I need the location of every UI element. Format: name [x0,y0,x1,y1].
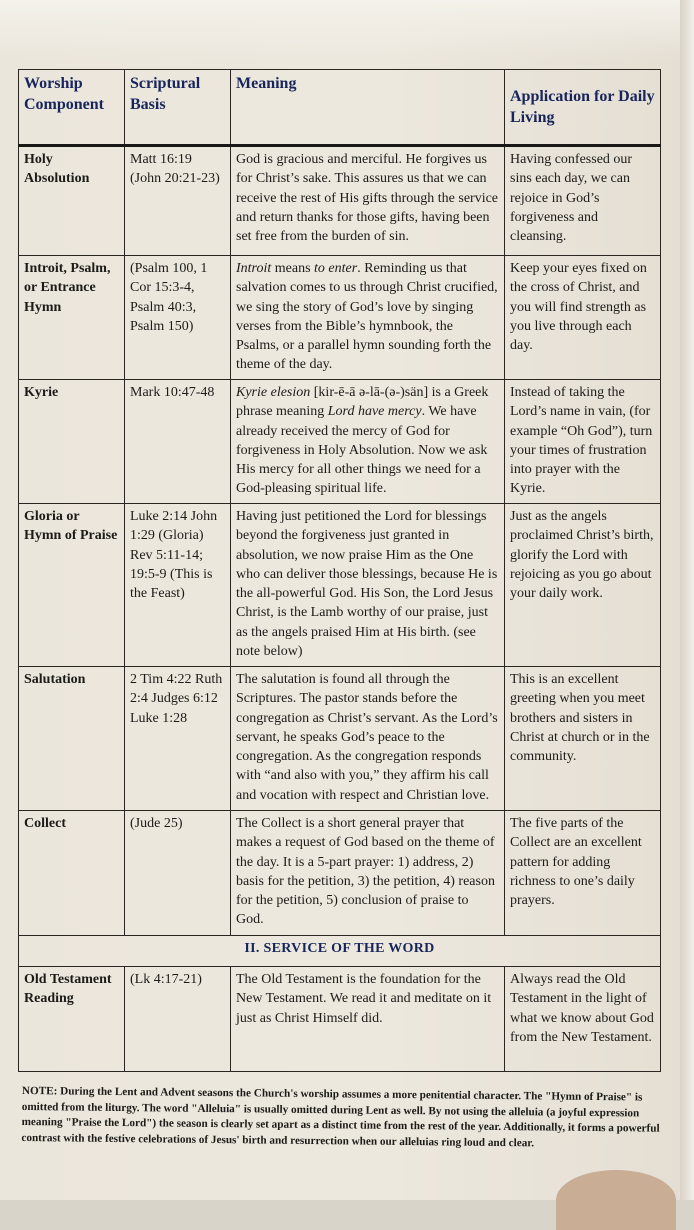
table-row [19,811,661,936]
meaning-text-part: means [271,261,315,276]
table-row [19,667,661,811]
component-cell: Old Testament Reading [19,967,125,1072]
footnote: NOTE: During the Lent and Advent seasons the Church's worship assumes a more penitential character. The "Hymn of Praise" is omitted from the liturgy. The word "Alleluia" is usually omitted during Lent as well. By not using the alleluia (a joyful expression meaning "Praise the Lord") the season is clearly set apart as a distinct time from the rest of the year. Additionally, it forms a powerful contrast with the festive celebrations of Jesus' birth and resurrection when our alleluias ring loud and clear. [21,1085,660,1149]
basis-cell: 2 Tim 4:22 Ruth 2:4 Judges 6:12 Luke 1:28 [125,667,231,811]
component-cell: Holy Absolution [19,146,125,256]
application-cell: Instead of taking the Lord’s name in vain, (for example “Oh God”), turn your times of frustration into prayer with the Kyrie. [505,380,661,504]
header-component: Worship Component [19,70,125,146]
application-cell: Just as the angels proclaimed Christ’s birth, glorify the Lord with rejoicing as you go about your daily work. [505,504,661,667]
basis-cell: (Lk 4:17-21) [125,967,231,1072]
header-basis: Scriptural Basis [125,70,231,146]
header-row [19,70,661,146]
meaning-cell: The salutation is found all through the Scriptures. The pastor stands before the congregation as Christ’s servant. As the Lord’s servant, he speaks God’s peace to the congregation. As the congregation responds with “and also with you,” they affirm his call and vocation with respect and Christian love. [231,667,505,811]
table-row [19,256,661,380]
meaning-text-part: [kir-ē-ā ə-lā-(ə-)sän] is a Greek phrase meaning [236,385,489,420]
basis-cell: Mark 10:47-48 [125,380,231,504]
meaning-italic-term: to enter [314,261,358,276]
meaning-cell: Having just petitioned the Lord for blessings beyond the forgiveness just granted in absolution, we now praise Him as the One who can deliver those blessings, because He is the all-powerful God. His Son, the Lord Jesus Christ, is the Lamb worthy of our praise, just as the angels praised Him at His birth. (see note below) [231,504,505,667]
meaning-italic-term: Introit [236,261,272,276]
table-row [19,146,661,256]
application-cell: The five parts of the Collect are an excellent pattern for adding richness to one’s daily prayers. [505,811,661,936]
meaning-text-part: . Reminding us that salvation comes to us through Christ crucified, we sing the story of God’s love by singing verses from the Bible’s hymnbook, the Psalms, or a parallel hymn sounding forth the theme of the day. [236,261,498,373]
meaning-cell [231,380,505,504]
meaning-cell: God is gracious and merciful. He forgives us for Christ’s sake. This assures us that we can receive the rest of His gifts through the service and return thanks for those gifts, having been set free from the burden of sin. [231,146,505,256]
application-cell: Always read the Old Testament in the light of what we know about God from the New Testament. [505,967,661,1072]
section-heading: II. SERVICE OF THE WORD [19,936,661,967]
component-cell: Collect [19,811,125,936]
meaning-cell [231,256,505,380]
meaning-cell: The Old Testament is the foundation for the New Testament. We read it and meditate on it just as Christ Himself did. [231,967,505,1072]
page-highlight [0,0,694,60]
application-cell: Having confessed our sins each day, we can rejoice in God’s forgiveness and cleansing. [505,146,661,256]
section-heading-row [19,936,661,967]
header-application: Application for Daily Living [505,70,661,146]
component-cell: Kyrie [19,380,125,504]
component-cell: Gloria or Hymn of Praise [19,504,125,667]
basis-cell: (Jude 25) [125,811,231,936]
table-row [19,380,661,504]
table-row [19,504,661,667]
basis-cell: (Psalm 100, 1 Cor 15:3-4, Psalm 40:3, Psalm 150) [125,256,231,380]
component-cell: Salutation [19,667,125,811]
table-row [19,967,661,1072]
worship-table [18,69,661,1072]
basis-cell: Luke 2:14 John 1:29 (Gloria) Rev 5:11-14; 19:5-9 (This is the Feast) [125,504,231,667]
basis-cell: Matt 16:19 (John 20:21-23) [125,146,231,256]
meaning-text-part: . We have already received the mercy of God for forgiveness in Holy Absolution. Now we ask His mercy for all other things we need for a God-pleasing spiritual life. [236,404,488,497]
fingertip [556,1170,676,1230]
component-cell: Introit, Psalm, or Entrance Hymn [19,256,125,380]
header-meaning: Meaning [231,70,505,146]
meaning-cell: The Collect is a short general prayer that makes a request of God based on the theme of the day. It is a 5-part prayer: 1) address, 2) basis for the petition, 3) the petition, 4) reason for the petition, 5) conclusion of praise to God. [231,811,505,936]
application-cell: Keep your eyes fixed on the cross of Christ, and you will find strength as you live through each day. [505,256,661,380]
meaning-italic-term: Lord have mercy [327,404,422,420]
meaning-italic-term: Kyrie elesion [236,385,311,400]
page-edge [680,0,694,1200]
application-cell: This is an excellent greeting when you meet brothers and sisters in Christ at church or in the community. [505,667,661,811]
